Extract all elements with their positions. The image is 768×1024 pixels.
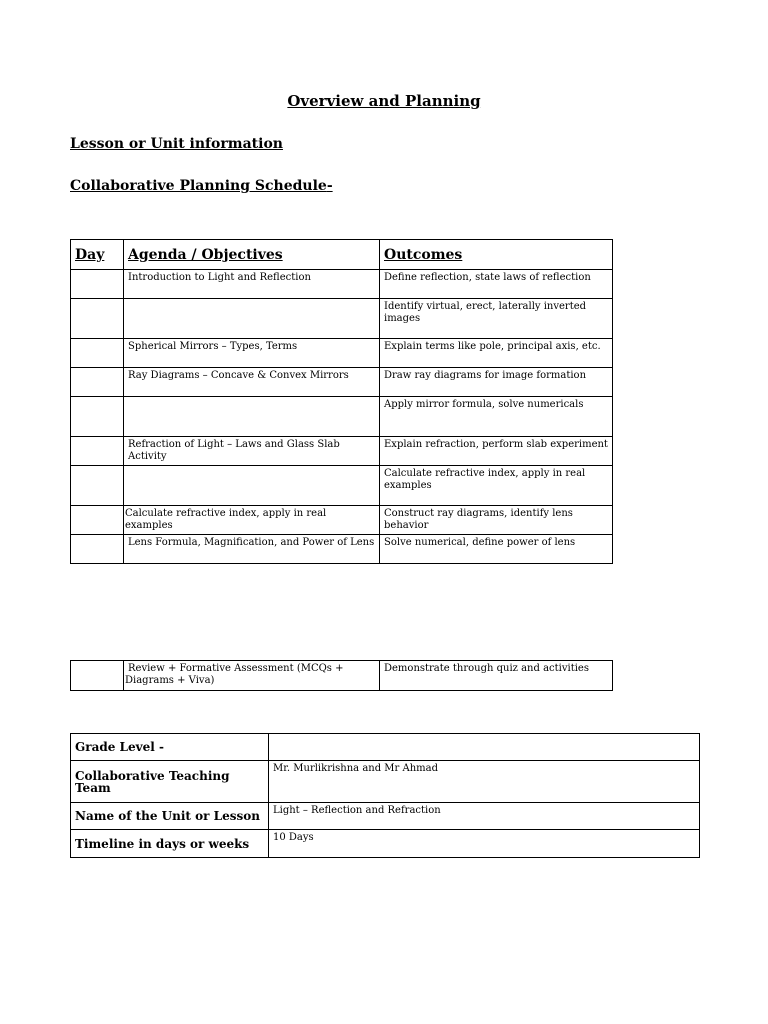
column-header-outcomes: Outcomes	[380, 240, 613, 270]
day-cell	[71, 661, 124, 691]
outcome-cell: Explain terms like pole, principal axis, etc.	[380, 339, 613, 368]
day-cell	[71, 506, 124, 535]
agenda-cell: Calculate refractive index, apply in real examples	[124, 506, 380, 535]
agenda-cell: Spherical Mirrors – Types, Terms	[124, 339, 380, 368]
info-label: Grade Level -	[71, 734, 269, 761]
outcome-cell: Identify virtual, erect, laterally inverted images	[380, 299, 613, 339]
table-row	[71, 339, 613, 368]
agenda-cell: Introduction to Light and Reflection	[124, 270, 380, 299]
planning-schedule-heading	[70, 178, 333, 194]
lesson-info-heading: Lesson or Unit information	[70, 136, 283, 152]
info-label: Name of the Unit or Lesson	[71, 803, 269, 830]
table-row	[71, 299, 613, 339]
agenda-cell	[124, 299, 380, 339]
agenda-cell: Ray Diagrams – Concave & Convex Mirrors	[124, 368, 380, 397]
outcome-cell: Calculate refractive index, apply in real examples	[380, 466, 613, 506]
info-row-grade-level	[71, 734, 700, 761]
outcome-cell: Draw ray diagrams for image formation	[380, 368, 613, 397]
table-row	[71, 661, 613, 691]
planning-schedule-table	[70, 239, 613, 564]
page-title: Overview and Planning	[287, 92, 481, 110]
info-row-timeline	[71, 830, 700, 858]
info-label: Collaborative Teaching Team	[71, 761, 269, 803]
info-value: Mr. Murlikrishna and Mr Ahmad	[269, 761, 700, 803]
day-cell	[71, 270, 124, 299]
outcome-cell: Apply mirror formula, solve numericals	[380, 397, 613, 437]
table-header-row	[71, 240, 613, 270]
outcome-cell: Construct ray diagrams, identify lens behavior	[380, 506, 613, 535]
outcome-cell: Solve numerical, define power of lens	[380, 535, 613, 564]
table-row	[71, 270, 613, 299]
agenda-cell	[124, 466, 380, 506]
table-row	[71, 437, 613, 466]
table-row	[71, 535, 613, 564]
info-row-unit-name	[71, 803, 700, 830]
agenda-cell	[124, 397, 380, 437]
unit-info-table	[70, 733, 700, 858]
column-header-agenda: Agenda / Objectives	[124, 240, 380, 270]
planning-schedule-heading-suffix: -	[326, 178, 333, 194]
planning-schedule-heading-text: Collaborative Planning Schedule	[70, 178, 327, 194]
review-table	[70, 660, 613, 691]
info-label: Timeline in days or weeks	[71, 830, 269, 858]
day-cell	[71, 397, 124, 437]
day-cell	[71, 437, 124, 466]
outcome-cell: Define reflection, state laws of reflection	[380, 270, 613, 299]
day-cell	[71, 299, 124, 339]
table-row	[71, 466, 613, 506]
day-cell	[71, 535, 124, 564]
table-row	[71, 506, 613, 535]
info-row-teaching-team	[71, 761, 700, 803]
table-row	[71, 368, 613, 397]
day-cell	[71, 466, 124, 506]
agenda-cell: Review + Formative Assessment (MCQs + Diagrams + Viva)	[124, 661, 380, 691]
info-value	[269, 734, 700, 761]
outcome-cell: Explain refraction, perform slab experiment	[380, 437, 613, 466]
agenda-cell: Refraction of Light – Laws and Glass Slab Activity	[124, 437, 380, 466]
column-header-day: Day	[71, 240, 124, 270]
outcome-cell: Demonstrate through quiz and activities	[380, 661, 613, 691]
info-value: Light – Reflection and Refraction	[269, 803, 700, 830]
day-cell	[71, 339, 124, 368]
agenda-cell: Lens Formula, Magnification, and Power of Lens	[124, 535, 380, 564]
table-row	[71, 397, 613, 437]
info-value: 10 Days	[269, 830, 700, 858]
day-cell	[71, 368, 124, 397]
